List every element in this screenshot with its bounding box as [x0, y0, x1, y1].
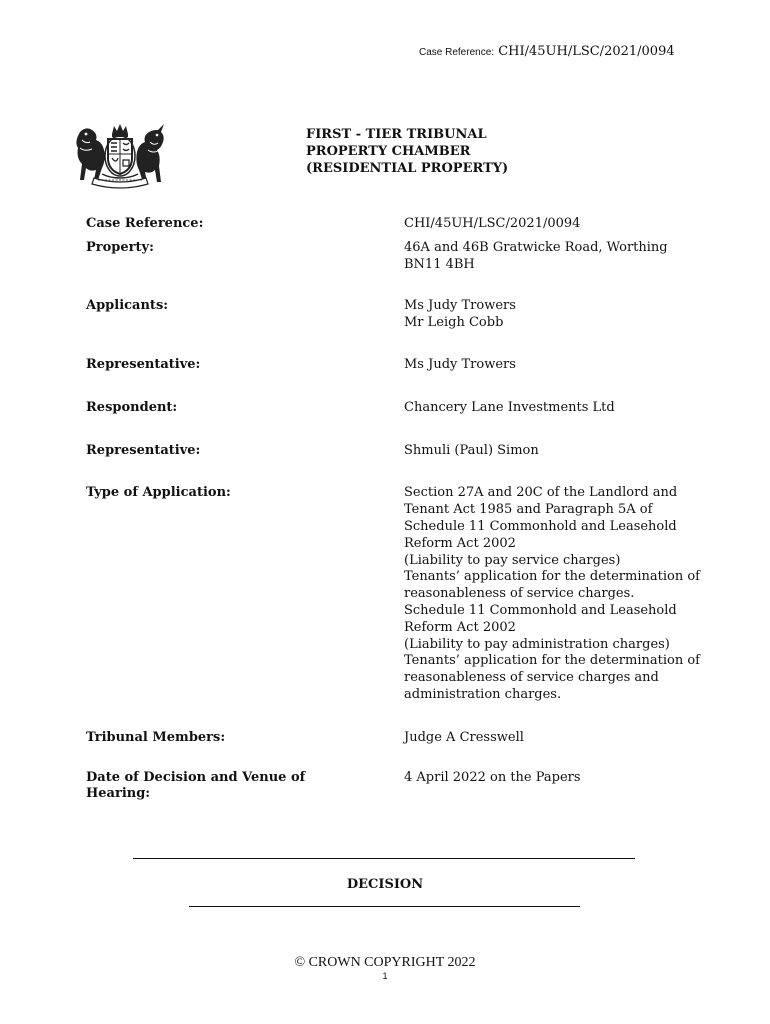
- detail-label: Tribunal Members:: [86, 729, 226, 745]
- detail-label: Applicants:: [86, 298, 169, 314]
- detail-row-respondent-representative: [86, 443, 726, 460]
- copyright-notice: © CROWN COPYRIGHT 2022: [294, 955, 476, 970]
- detail-label: Property:: [86, 239, 154, 255]
- detail-value: Shmuli (Paul) Simon: [404, 442, 539, 458]
- detail-row-type-of-application: [86, 485, 726, 703]
- decision-heading: DECISION: [346, 877, 424, 892]
- detail-label: Representative:: [86, 442, 201, 458]
- detail-value: CHI/45UH/LSC/2021/0094: [404, 216, 581, 231]
- detail-value: 46A and 46B Gratwicke Road, Worthing BN11 4BH: [404, 239, 668, 272]
- detail-value: 4 April 2022 on the Papers: [404, 769, 581, 785]
- detail-row-property: [86, 240, 726, 274]
- detail-label: Respondent:: [86, 399, 178, 415]
- header-case-reference: [419, 44, 675, 59]
- detail-value: Judge A Cresswell: [404, 729, 524, 745]
- tribunal-heading-line2: PROPERTY CHAMBER: [306, 144, 471, 159]
- detail-row-respondent: [86, 400, 726, 417]
- detail-label: Date of Decision and Venue of Hearing:: [86, 769, 306, 802]
- detail-row-case-reference: [86, 216, 726, 233]
- tribunal-heading-line1: FIRST - TIER TRIBUNAL: [306, 127, 487, 142]
- divider-bottom: [189, 906, 580, 907]
- case-details-table: [86, 216, 726, 803]
- detail-value: Ms Judy Trowers: [404, 356, 516, 372]
- detail-label: Case Reference:: [86, 216, 204, 231]
- header-case-reference-value: CHI/45UH/LSC/2021/0094: [498, 44, 675, 59]
- detail-row-applicants: [86, 298, 726, 332]
- divider-top: [133, 858, 635, 859]
- detail-row-representative: [86, 357, 726, 374]
- royal-coat-of-arms-icon: [72, 122, 168, 190]
- tribunal-heading: [306, 126, 508, 177]
- detail-value: Chancery Lane Investments Ltd: [404, 399, 615, 415]
- page-number: 1: [382, 971, 388, 981]
- detail-row-tribunal-members: [86, 730, 726, 747]
- header-case-reference-label: Case Reference:: [419, 47, 495, 58]
- detail-label: Type of Application:: [86, 485, 231, 501]
- detail-value: Section 27A and 20C of the Landlord and Tenant Act 1985 and Paragraph 5A of Schedule 11 Commonhold and Leasehold Reform Act 2002 (Liability to pay service charges) Tenants’ application for the determination of reasonableness of service charges. Schedule 11 Commonhold and Leasehold Reform Act 2002 (Liability to pay administration charges) Tenants’ application for the determination of reasonableness of service charges and administration charges.: [404, 485, 700, 702]
- detail-value: Ms Judy Trowers Mr Leigh Cobb: [404, 298, 516, 331]
- detail-label: Representative:: [86, 356, 201, 372]
- detail-row-date-and-venue: [86, 770, 726, 804]
- tribunal-heading-line3: (RESIDENTIAL PROPERTY): [306, 161, 509, 176]
